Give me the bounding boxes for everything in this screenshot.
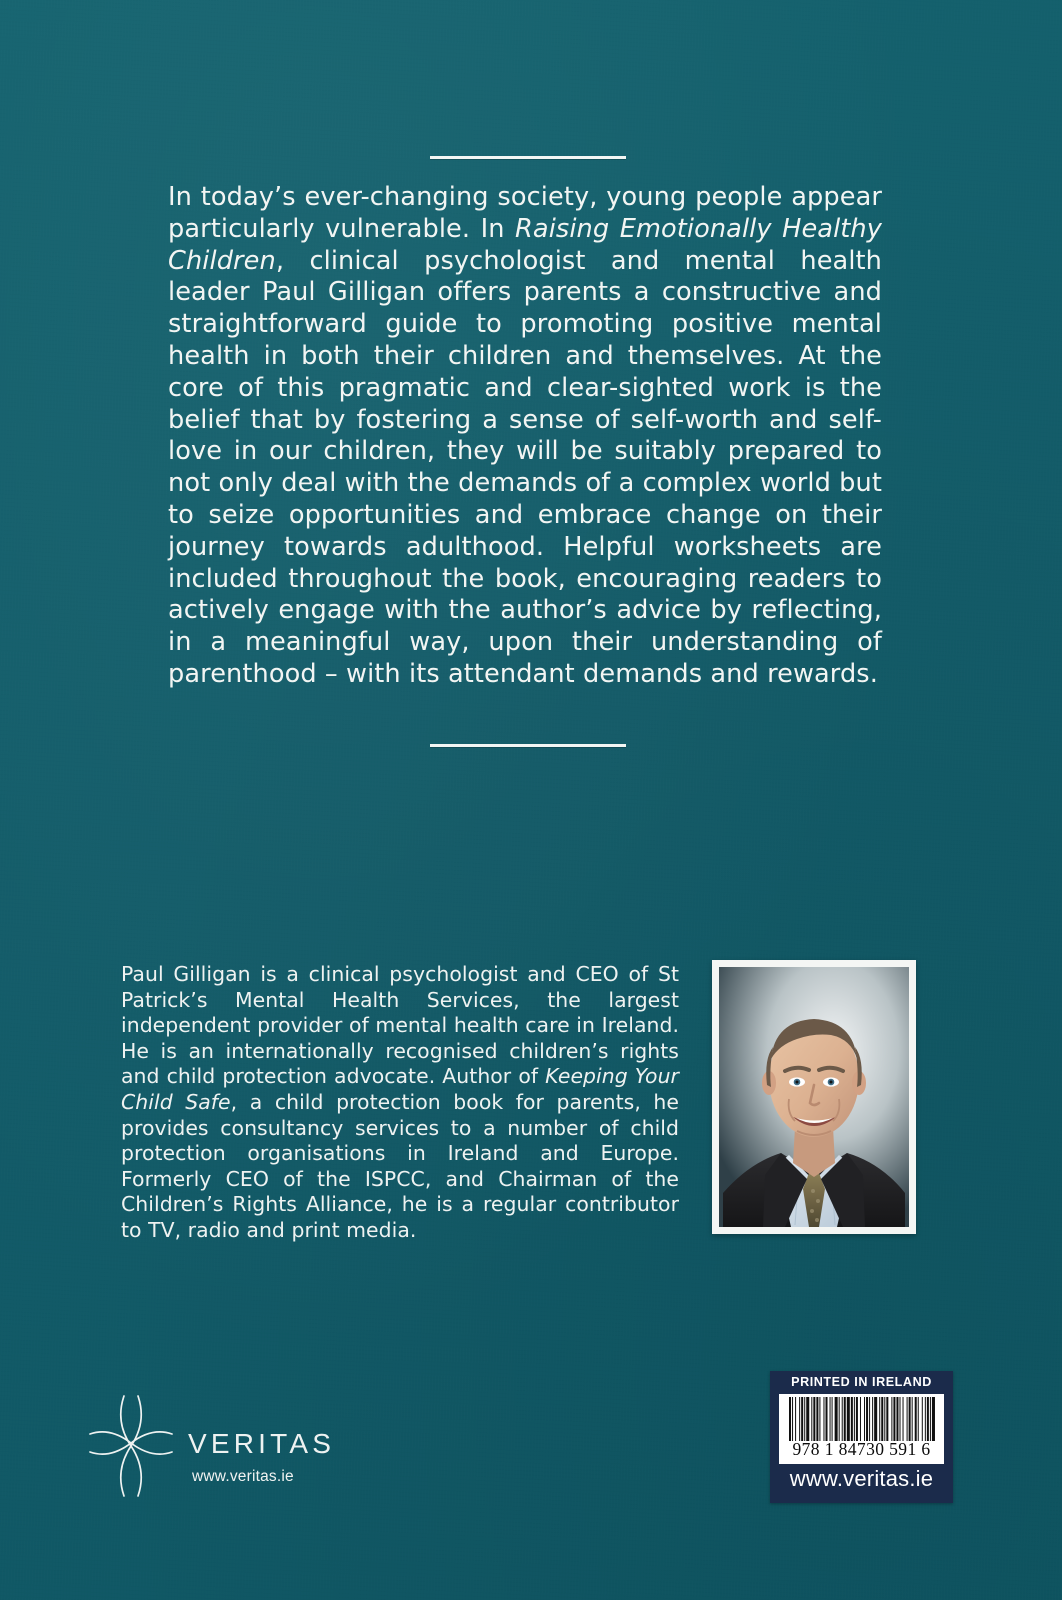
barcode-bars xyxy=(789,1397,937,1441)
barcode-block xyxy=(770,1371,953,1503)
author-portrait-illustration xyxy=(719,967,909,1227)
barcode-bars-svg xyxy=(789,1397,937,1441)
publisher-logo xyxy=(88,1392,338,1508)
publisher-url: www.veritas.ie xyxy=(192,1468,294,1485)
author-photo xyxy=(719,967,909,1227)
blurb-text-part-2: , clinical psychologist and mental health leader Paul Gilligan offers parents a constructive and straightforward guide to promoting positive mental health in both their children and themselves. At the core of this pragmatic and clear-sighted work is the belief that by fostering a sense of self-worth and self-love in our children, they will be suitably prepared to not only deal with the demands of a complex world but to seize opportunities and embrace change on their journey towards adulthood. Helpful worksheets are included throughout the book, encouraging readers to actively engage with the author’s advice by reflecting, in a meaningful way, upon their understanding of parenthood – with its attendant demands and rewards. xyxy=(168,245,882,689)
bio-text-part-1: Paul Gilligan is a clinical psychologist and CEO of St Patrick’s Mental Health Services, the largest independent provider of mental health care in Ireland. He is an internationally recognised children’s rights and child protection advocate. Author of xyxy=(121,962,679,1089)
barcode-publisher-url: www.veritas.ie xyxy=(789,1466,934,1491)
decorative-rule-bottom xyxy=(430,744,626,747)
celtic-knot-cross-icon xyxy=(88,1394,174,1498)
blurb-book-title: Raising Emotionally Healthy Children xyxy=(168,213,882,276)
printed-in-ireland-label: PRINTED IN IRELAND xyxy=(791,1375,932,1389)
bio-text-part-2: , a child protection book for parents, he provides consultancy services to a number of child protection organisations in Ireland and Europe. Formerly CEO of the ISPCC, and Chairman of the Children’s Rights Alliance, he is a regular contributor to TV, radio and print media. xyxy=(121,1089,680,1242)
decorative-rule-top xyxy=(430,156,626,159)
publisher-name: VERITAS xyxy=(188,1428,336,1459)
author-bio xyxy=(121,962,679,1244)
bio-book-title: Keeping Your Child Safe xyxy=(121,1064,679,1114)
barcode-area xyxy=(779,1394,944,1464)
blurb-text-part-1: In today’s ever-changing society, young people appear particularly vulnerable. In xyxy=(168,182,882,244)
author-photo-frame xyxy=(712,960,916,1234)
book-blurb xyxy=(168,182,882,691)
isbn-number: 978 1 84730 591 6 xyxy=(792,1439,931,1459)
celtic-knot-cross-svg xyxy=(88,1394,174,1498)
